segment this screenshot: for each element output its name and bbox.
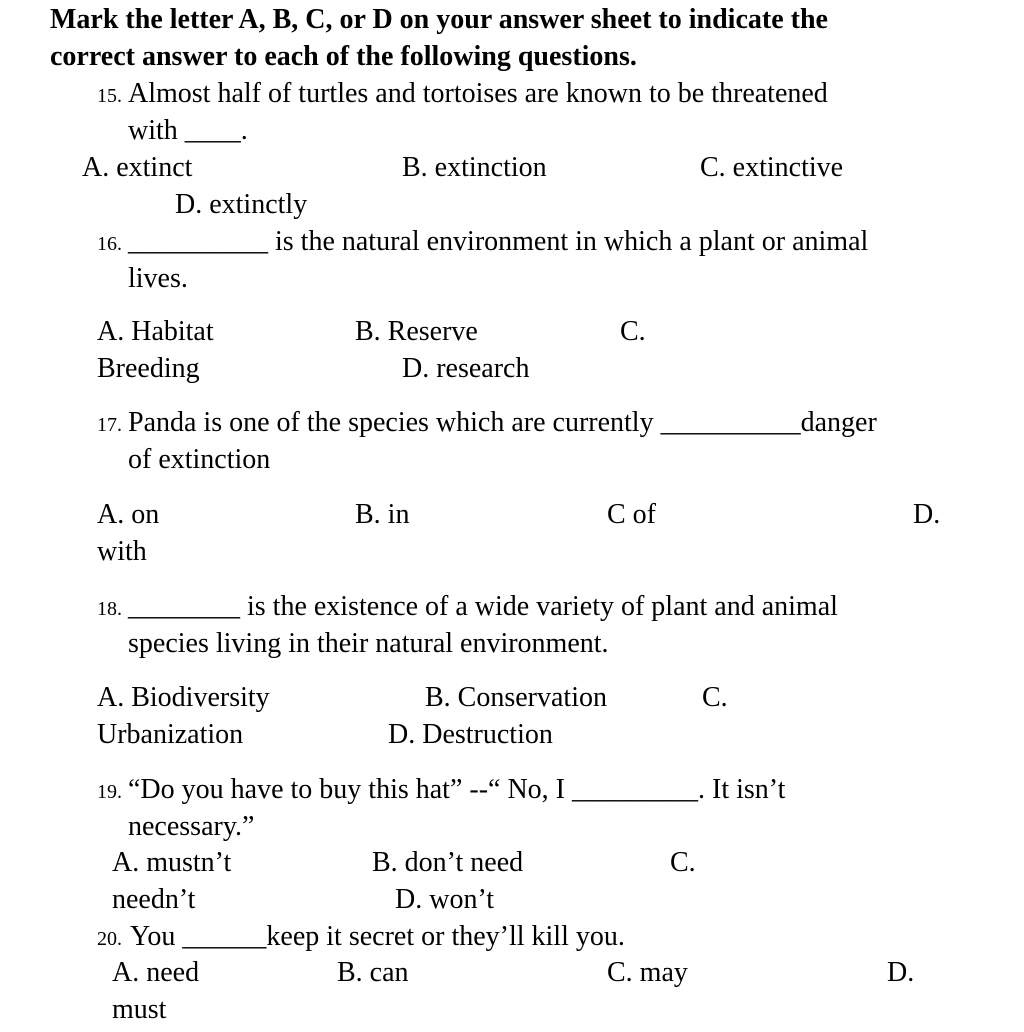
question-number: 18. — [97, 598, 122, 620]
option-b[interactable]: B. don’t need — [372, 847, 524, 878]
option-c[interactable]: C. — [670, 847, 696, 878]
instruction-line-1: Mark the letter A, B, C, or D on your answer sheet to indicate the — [50, 4, 828, 35]
question-stem-line-1: Panda is one of the species which are currently __________danger — [128, 407, 877, 438]
option-c-continuation[interactable]: Urbanization — [97, 719, 244, 750]
question-number: 19. — [97, 781, 122, 803]
option-a[interactable]: A. Biodiversity — [97, 682, 270, 713]
option-d[interactable]: D. — [887, 957, 915, 988]
option-a[interactable]: A. on — [97, 499, 160, 530]
question-stem-line-2: necessary.” — [128, 811, 255, 842]
question-stem-line-1: Almost half of turtles and tortoises are known to be threatened — [128, 78, 828, 109]
instruction-line-2: correct answer to each of the following questions. — [50, 41, 637, 72]
option-c[interactable]: C. extinctive — [700, 152, 844, 183]
option-c-continuation[interactable]: Breeding — [97, 353, 200, 384]
question-number: 15. — [97, 85, 122, 107]
option-c[interactable]: C. — [702, 682, 728, 713]
question-stem-line-1: ________ is the existence of a wide variety of plant and animal — [128, 591, 838, 622]
option-d-continuation[interactable]: must — [112, 994, 167, 1025]
option-a[interactable]: A. mustn’t — [112, 847, 232, 878]
option-a[interactable]: A. Habitat — [97, 316, 214, 347]
option-c-continuation[interactable]: needn’t — [112, 884, 196, 915]
option-b[interactable]: B. Conservation — [425, 682, 607, 713]
question-number: 17. — [97, 414, 122, 436]
question-stem-line-1: __________ is the natural environment in which a plant or animal — [128, 226, 869, 257]
question-stem-line-1: You ______keep it secret or they’ll kill you. — [130, 921, 625, 952]
option-d[interactable]: D. — [913, 499, 941, 530]
option-b[interactable]: B. extinction — [402, 152, 547, 183]
option-b[interactable]: B. can — [337, 957, 409, 988]
option-c[interactable]: C of — [607, 499, 656, 530]
option-b[interactable]: B. Reserve — [355, 316, 478, 347]
question-number: 16. — [97, 233, 122, 255]
question-stem-line-2: of extinction — [128, 444, 271, 475]
option-d[interactable]: D. research — [402, 353, 530, 384]
question-stem-line-2: species living in their natural environment. — [128, 628, 609, 659]
option-c[interactable]: C. may — [607, 957, 688, 988]
option-c[interactable]: C. — [620, 316, 646, 347]
option-d[interactable]: D. Destruction — [388, 719, 553, 750]
option-a[interactable]: A. extinct — [82, 152, 193, 183]
question-number: 20. — [97, 928, 122, 950]
question-stem-line-2: with ____. — [128, 115, 248, 146]
option-d-continuation[interactable]: with — [97, 536, 147, 567]
option-a[interactable]: A. need — [112, 957, 200, 988]
question-stem-line-2: lives. — [128, 263, 188, 294]
option-d[interactable]: D. won’t — [395, 884, 495, 915]
option-d[interactable]: D. extinctly — [175, 189, 308, 220]
option-b[interactable]: B. in — [355, 499, 410, 530]
question-stem-line-1: “Do you have to buy this hat” --“ No, I _________. It isn’t — [128, 774, 786, 805]
